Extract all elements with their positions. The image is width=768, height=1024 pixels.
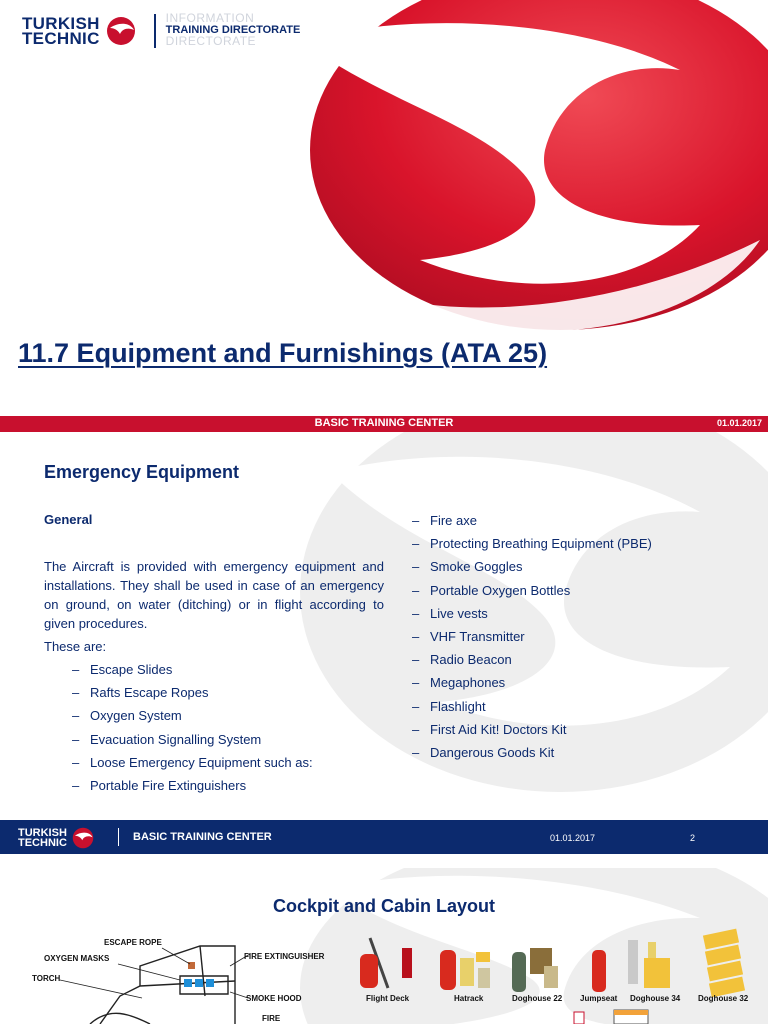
list-item: – Radio Beacon bbox=[412, 652, 512, 668]
equipment-list-left bbox=[72, 661, 313, 800]
list-item: – First Aid Kit! Doctors Kit bbox=[412, 721, 567, 737]
slide-title: 11.7 Equipment and Furnishings (ATA 25) bbox=[18, 338, 548, 368]
list-item: – Portable Oxygen Bottles bbox=[412, 582, 571, 598]
equipment-list-right bbox=[412, 512, 652, 767]
label-doghouse-34: Doghouse 34 bbox=[630, 994, 681, 1003]
page-number: 2 bbox=[690, 833, 696, 843]
list-item: – Escape Slides bbox=[72, 662, 173, 677]
footer-date: 01.01.2017 bbox=[550, 833, 596, 843]
turkish-technic-wordmark: TURKISH TECHNIC bbox=[18, 827, 67, 849]
list-item: – Flashlight bbox=[412, 698, 486, 714]
label-oxygen-masks: OXYGEN MASKS bbox=[44, 954, 110, 963]
bird-logo-icon bbox=[70, 827, 96, 849]
list-item: – Loose Emergency Equipment such as: bbox=[72, 754, 313, 770]
cockpit-outline-drawing bbox=[30, 936, 350, 1024]
list-item: – Evacuation Signalling System bbox=[72, 731, 262, 747]
list-item: – Oxygen System bbox=[72, 708, 182, 724]
label-flight-deck: Flight Deck bbox=[366, 994, 410, 1003]
label-escape-rope: ESCAPE ROPE bbox=[104, 938, 162, 947]
section-heading: Emergency Equipment bbox=[44, 462, 240, 482]
equipment-illustrations bbox=[352, 928, 768, 1024]
slide-separator bbox=[0, 854, 768, 868]
slide-footer-bar bbox=[0, 820, 768, 854]
label-hatrack: Hatrack bbox=[454, 994, 484, 1003]
directorate-label: INFORMATION TRAINING DIRECTORATE DIRECTORATE bbox=[165, 11, 301, 48]
label-doghouse-22: Doghouse 22 bbox=[512, 994, 563, 1003]
list-item: – Smoke Goggles bbox=[412, 559, 523, 575]
list-item: – Fire axe bbox=[412, 513, 477, 528]
cockpit-diagram bbox=[30, 936, 350, 1024]
label-torch: TORCH bbox=[32, 974, 61, 983]
footer-divider bbox=[118, 828, 119, 846]
cabin-layout-slide bbox=[0, 868, 768, 1024]
brand-header bbox=[22, 11, 316, 48]
label-fire-extinguisher: FIRE EXTINGUISHER bbox=[244, 952, 325, 961]
these-are-label: These are: bbox=[44, 639, 107, 654]
label-fire: FIRE bbox=[262, 1014, 281, 1023]
footer-brand bbox=[18, 827, 96, 849]
subheading-general: General bbox=[44, 512, 93, 527]
list-item: – Megaphones bbox=[412, 675, 506, 691]
list-item: – Protecting Breathing Equipment (PBE) bbox=[412, 536, 652, 552]
equipment-location-strip bbox=[352, 928, 768, 1024]
footer-center-label: BASIC TRAINING CENTER bbox=[133, 831, 272, 843]
list-item: – Portable Fire Extinguishers bbox=[72, 777, 247, 793]
turkish-technic-wordmark: TURKISH TECHNIC bbox=[22, 14, 100, 48]
title-slide bbox=[0, 0, 768, 416]
label-doghouse-32: Doghouse 32 bbox=[698, 994, 749, 1003]
list-item: – Dangerous Goods Kit bbox=[412, 744, 555, 760]
brand-divider bbox=[154, 14, 156, 48]
label-jumpseat: Jumpseat bbox=[580, 994, 618, 1003]
slide-title: Cockpit and Cabin Layout bbox=[272, 896, 495, 916]
bird-logo-icon bbox=[104, 16, 138, 46]
footer-date: 01.01.2017 bbox=[716, 418, 762, 428]
list-item: – VHF Transmitter bbox=[412, 628, 525, 644]
intro-paragraph: The Aircraft is provided with emergency equipment and installations. They shall be used in case of an emergency on ground, on water (ditching) or in flight according to given procedures. bbox=[44, 559, 384, 631]
footer-center-label: BASIC TRAINING CENTER bbox=[314, 417, 454, 429]
list-item: – Rafts Escape Ropes bbox=[72, 685, 209, 701]
title-slide-footer-bar bbox=[0, 416, 768, 432]
label-smoke-hood: SMOKE HOOD bbox=[246, 994, 302, 1003]
emergency-equipment-slide bbox=[0, 432, 768, 820]
list-item: – Live vests bbox=[412, 605, 488, 621]
